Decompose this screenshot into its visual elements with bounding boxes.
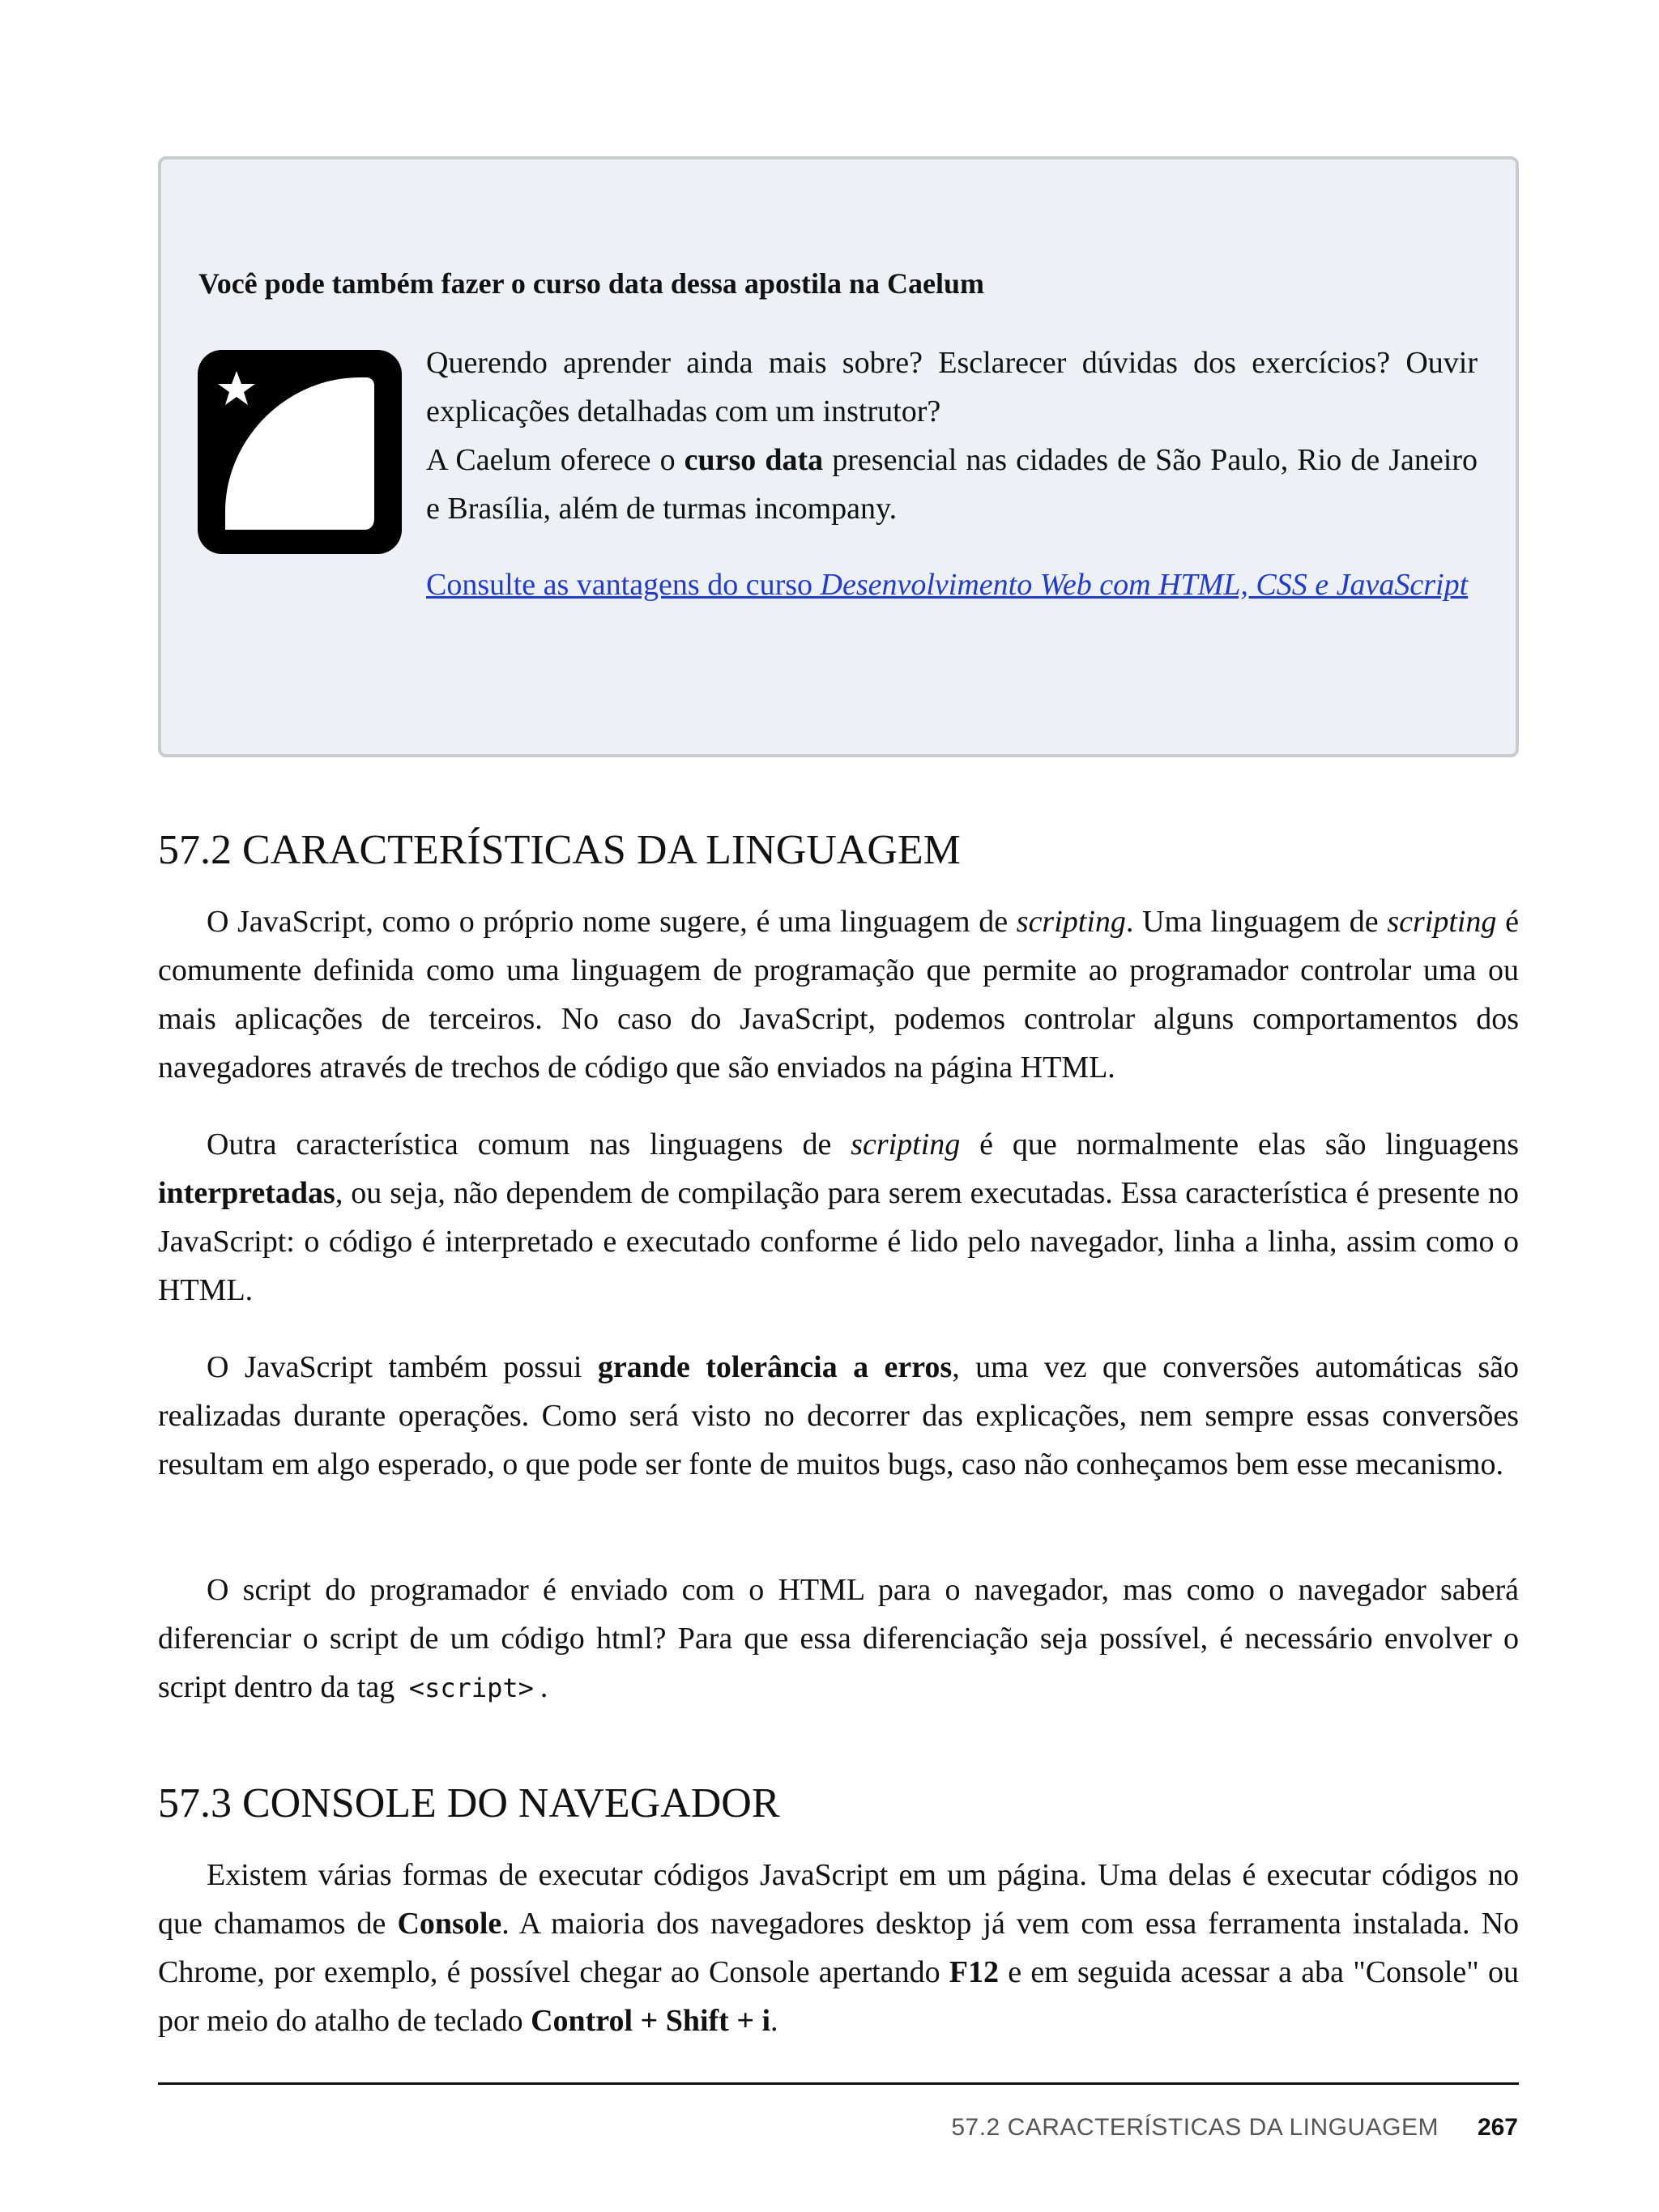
paragraph-script-tag: O script do programador é enviado com o HTML para o navegador, mas como o navegador saberá diferenciar o script de um código html? Para que essa diferenciação seja possível, é necessário envolver o script dentro da tag <script> . bbox=[158, 1573, 1519, 1704]
footer-section-title: 57.2 CARACTERÍSTICAS DA LINGUAGEM bbox=[951, 2114, 1439, 2141]
promo-body bbox=[426, 339, 1478, 533]
caelum-star-logo-icon bbox=[198, 350, 402, 554]
promo-line-1: Querendo aprender ainda mais sobre? Esclarecer dúvidas dos exercícios? Ouvir explicações detalhadas com um instrutor? bbox=[426, 346, 1478, 428]
promo-bold-course: curso data bbox=[684, 443, 824, 477]
promo-course-link-line bbox=[198, 560, 1478, 609]
section-heading-57-3: 57.3 CONSOLE DO NAVEGADOR bbox=[158, 1780, 780, 1826]
paragraph-console: Existem várias formas de executar códigos JavaScript em um página. Uma delas é executar códigos no que chamamos de Console. A maioria dos navegadores desktop já vem com essa ferramenta instalada. No Chrome, por exemplo, é possível chegar ao Console apertando F12 e em seguida acessar a aba "Console" ou por meio do atalho de teclado Control + Shift + i. bbox=[158, 1858, 1520, 2038]
course-advantages-link[interactable]: Consulte as vantagens do curso Desenvolvimento Web com HTML, CSS e JavaScript bbox=[426, 568, 1469, 602]
promo-title: Você pode também fazer o curso data dessa apostila na Caelum bbox=[198, 267, 984, 300]
footer-divider bbox=[158, 2082, 1519, 2085]
script-tag-code: <script> bbox=[408, 1673, 534, 1703]
promo-line-2: A Caelum oferece o curso data presencial nas cidades de São Paulo, Rio de Janeiro e Brasília, além de turmas incompany. bbox=[426, 443, 1478, 526]
paragraph-scripting: O JavaScript, como o próprio nome sugere, é uma linguagem de scripting. Uma linguagem de scripting é comumente definida como uma linguagem de programação que permite ao programador controlar uma ou mais aplicações de terceiros. No caso do JavaScript, podemos controlar alguns comportamentos dos navegadores através de trechos de código que são enviados na página HTML. bbox=[158, 905, 1519, 1085]
section-heading-57-2: 57.2 CARACTERÍSTICAS DA LINGUAGEM bbox=[158, 827, 961, 873]
footer-page-number: 267 bbox=[1477, 2114, 1518, 2141]
paragraph-tolerancia: O JavaScript também possui grande tolerância a erros, uma vez que conversões automáticas são realizadas durante operações. Como será visto no decorrer das explicações, nem sempre essas conversões resultam em algo esperado, o que pode ser fonte de muitos bugs, caso não conheçamos bem esse mecanismo. bbox=[158, 1350, 1520, 1481]
paragraph-interpretadas: Outra característica comum nas linguagens de scripting é que normalmente elas são linguagens interpretadas, ou seja, não dependem de compilação para serem executadas. Essa característica é presente no JavaScript: o código é interpretado e executado conforme é lido pelo navegador, linha a linha, assim como o HTML. bbox=[158, 1127, 1519, 1307]
